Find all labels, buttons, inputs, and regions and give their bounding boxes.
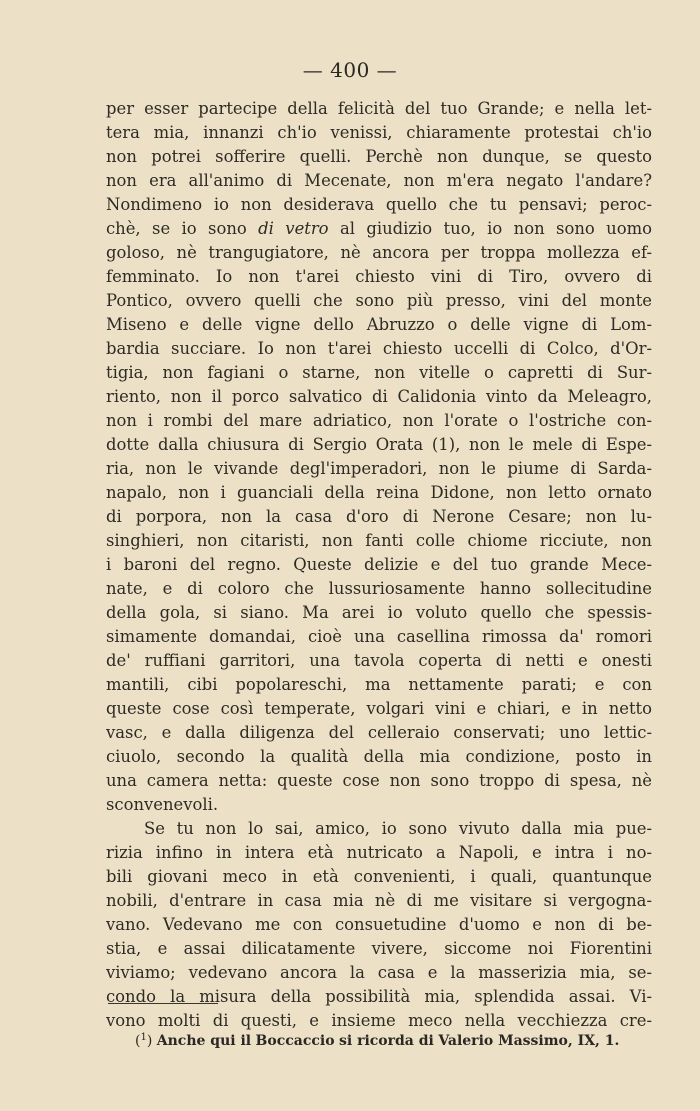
text-line: Miseno e delle vigne dello Abruzzo o delle vigne di Lom- — [106, 315, 652, 334]
text-line: queste cose così temperate, volgari vini e chiari, e in netto — [106, 699, 652, 718]
text-line: della gola, si siano. Ma arei io voluto quello che spessis- — [106, 603, 652, 622]
text-line: viviamo; vedevano ancora la casa e la masserizia mia, se- — [106, 963, 652, 982]
text-line: mantili, cibi popolareschi, ma nettamente parati; e con — [106, 675, 652, 694]
text-line: Pontico, ovvero quelli che sono più presso, vini del monte — [106, 291, 652, 310]
text-line: ria, non le vivande degl'imperadori, non le piume di Sarda- — [106, 459, 652, 478]
text-fragment: chè, se io sono — [106, 219, 247, 238]
text-line: simamente domandai, cioè una casellina rimossa da' romori — [106, 627, 652, 646]
text-line: bili giovani meco in età convenienti, i quali, quantunque — [106, 867, 652, 886]
text-line: tera mia, innanzi ch'io venissi, chiaramente protestai ch'io — [106, 123, 652, 142]
text-line: nate, e di coloro che lussuriosamente hanno sollecitudine — [106, 579, 652, 598]
text-line: riento, non il porco salvatico di Calidonia vinto da Meleagro, — [106, 387, 652, 406]
text-line — [106, 217, 652, 241]
text-line: stia, e assai dilicatamente vivere, siccome noi Fiorentini — [106, 939, 652, 958]
text-line: una camera netta: queste cose non sono troppo di spesa, nè — [106, 771, 652, 790]
text-line: nobili, d'entrare in casa mia nè di me visitare si vergogna- — [106, 891, 652, 910]
text-line: non i rombi del mare adriatico, non l'orate o l'ostriche con- — [106, 411, 652, 430]
text-fragment: al giudizio tuo, io non sono uomo — [339, 219, 652, 238]
text-line: i baroni del regno. Queste delizie e del tuo grande Mece- — [106, 555, 652, 574]
text-line: de' ruffiani garritori, una tavola coperta di netti e onesti — [106, 651, 652, 670]
footnote-author: Boccaccio — [255, 1033, 335, 1049]
footnote-close-paren: ) — [146, 1033, 153, 1049]
footnote-text: Anche qui il — [156, 1033, 252, 1049]
text-line: ciuolo, secondo la qualità della mia condizione, posto in — [106, 747, 652, 766]
text-line: dotte dalla chiusura di Sergio Orata (1), non le mele di Espe- — [106, 435, 652, 454]
text-line: tigia, non fagiani o starne, non vitelle o capretti di Sur- — [106, 363, 652, 382]
page-number: — 400 — — [302, 58, 398, 82]
paragraph-start-line: Se tu non lo sai, amico, io sono vivuto dalla mia pue- — [144, 819, 652, 838]
text-line: goloso, nè trangugiatore, nè ancora per troppa mollezza ef- — [106, 243, 652, 262]
text-line: bardia succiare. Io non t'arei chiesto uccelli di Colco, d'Or- — [106, 339, 652, 358]
footnote-source: Valerio Massimo, IX, 1. — [438, 1033, 620, 1049]
italic-phrase: di vetro — [258, 219, 329, 238]
text-line: non potrei sofferire quelli. Perchè non dunque, se questo — [106, 147, 652, 166]
footnote — [135, 1028, 655, 1051]
text-line: per esser partecipe della felicità del tuo Grande; e nella let- — [106, 99, 652, 118]
footnote-marker: 1 — [140, 1032, 147, 1043]
text-line: vasc, e dalla diligenza del celleraio conservati; uno lettic- — [106, 723, 652, 742]
body-text — [106, 97, 652, 1033]
footnote-divider — [108, 1003, 218, 1004]
text-line: singhieri, non citaristi, non fanti colle chiome ricciute, non — [106, 531, 652, 550]
footnote-open-paren: ( — [135, 1033, 141, 1049]
text-line: condo la misura della possibilità mia, splendida assai. Vi- — [106, 987, 652, 1006]
text-line: napalo, non i guanciali della reina Didone, non letto ornato — [106, 483, 652, 502]
text-line: di porpora, non la casa d'oro di Nerone Cesare; non lu- — [106, 507, 652, 526]
text-line: Nondimeno io non desiderava quello che tu pensavi; peroc- — [106, 195, 652, 214]
text-line: non era all'animo di Mecenate, non m'era negato l'andare? — [106, 171, 652, 190]
paragraph-end-line: sconvenevoli. — [106, 795, 219, 814]
footnote-text: si ricorda di — [339, 1033, 434, 1049]
text-line: rizia infino in intera età nutricato a Napoli, e intra i no- — [106, 843, 652, 862]
text-line: vano. Vedevano me con consuetudine d'uomo e non di be- — [106, 915, 652, 934]
text-line: vono molti di questi, e insieme meco nella vecchiezza cre- — [106, 1011, 652, 1030]
text-line: femminato. Io non t'arei chiesto vini di Tiro, ovvero di — [106, 267, 652, 286]
